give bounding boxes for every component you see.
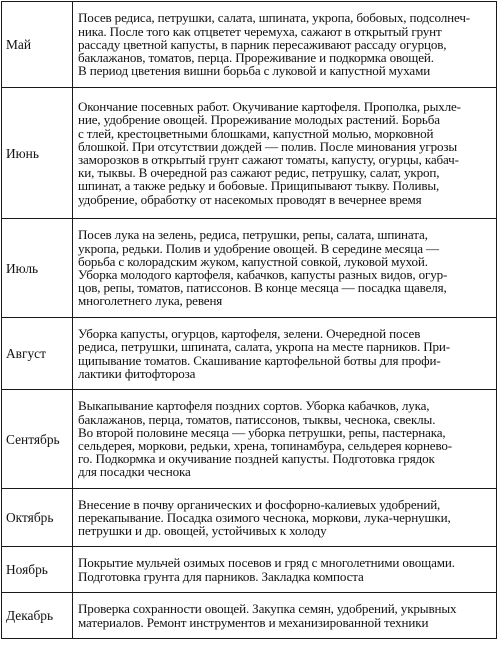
text-line: цов, репы, томатов, патиссонов. В конце месяца — посадка щавеля, bbox=[78, 280, 447, 296]
table-row bbox=[2, 390, 497, 489]
text-line: Окончание посевных работ. Окучивание картофеля. Прополка, рыхле- bbox=[78, 99, 461, 115]
text-line: борьба с колорадским жуком, капустной совкой, луковой мухой. bbox=[78, 253, 428, 269]
text-line: Посев редиса, петрушки, салата, шпината, укропа, бобовых, подсолнеч- bbox=[78, 10, 470, 26]
text-line: редиса, петрушки, шпината, салата, укропа на месте парников. При- bbox=[78, 339, 450, 355]
garden-calendar-table bbox=[1, 1, 497, 639]
text-line: Выкапывание картофеля поздних сортов. Уборка кабачков, лука, bbox=[78, 398, 430, 414]
table-row bbox=[2, 219, 497, 318]
tasks-text bbox=[78, 100, 496, 206]
text-line: Уборка молодого картофеля, кабачков, капусты разных видов, огур- bbox=[78, 267, 448, 282]
tasks-cell bbox=[73, 2, 497, 88]
table-row bbox=[2, 593, 497, 639]
text-line: с тлей, крестоцветными блошками, капустной молью, морковной bbox=[78, 125, 434, 141]
month-cell: Июль bbox=[2, 219, 73, 318]
text-line: Покрытие мульчей озимых посевов и гряд с многолетними овощами. bbox=[78, 555, 455, 571]
text-line: Проверка сохранности овощей. Закупка семян, удобрений, укрывных bbox=[78, 601, 457, 617]
text-line: щипывание томатов. Скашивание картофельной ботвы для профи- bbox=[78, 352, 441, 368]
text-line: рассаду цветной капусты, в парник пересаживают рассаду огурцов, bbox=[78, 36, 447, 52]
text-line: шпинат, а также редьку и бобовые. Прищипывают тыкву. Поливы, bbox=[78, 178, 440, 194]
month-cell: Октябрь bbox=[2, 489, 73, 547]
text-line: Во второй половине месяца — уборка петрушки, репы, пастернака, bbox=[78, 424, 446, 440]
text-line: удобрение, обработку от насекомых проводят в вечернее время bbox=[78, 191, 422, 207]
text-line: ки, тыквы. В очередной раз сажают редис, петрушку, салат, укроп, bbox=[78, 165, 440, 181]
text-line: блошкой. При отсутствии дождей — полив. После минования угрозы bbox=[78, 138, 458, 154]
tasks-cell bbox=[73, 593, 497, 639]
table-row bbox=[2, 318, 497, 390]
text-line: сельдерея, моркови, редьки, хрена, топинамбура, сельдерея корнево- bbox=[78, 438, 453, 453]
tasks-text bbox=[78, 327, 496, 380]
tasks-text bbox=[78, 399, 496, 478]
text-line: баклажанов, томатов, перца. Прореживание и подкормка овощей. bbox=[78, 50, 434, 66]
tasks-cell bbox=[73, 88, 497, 219]
tasks-cell bbox=[73, 489, 497, 547]
text-line: лактики фитофтороза bbox=[78, 365, 196, 381]
tasks-text bbox=[78, 498, 496, 538]
tasks-text bbox=[78, 11, 496, 77]
text-line: ние, удобрение овощей. Прореживание молодых растений. Борьба bbox=[78, 112, 440, 128]
table-row bbox=[2, 88, 497, 219]
tasks-cell bbox=[73, 219, 497, 318]
text-line: петрушки и др. овощей, устойчивых к холоду bbox=[78, 523, 327, 539]
table-row bbox=[2, 547, 497, 593]
month-cell: Ноябрь bbox=[2, 547, 73, 593]
month-cell: Декабрь bbox=[2, 593, 73, 639]
month-cell: Июнь bbox=[2, 88, 73, 219]
month-cell: Сентябрь bbox=[2, 390, 73, 489]
text-line: Подготовка грунта для парников. Закладка компоста bbox=[78, 568, 364, 584]
month-cell: Август bbox=[2, 318, 73, 390]
text-line: баклажанов, перца, томатов, патиссонов, тыквы, чеснока, свеклы. bbox=[78, 411, 436, 427]
tasks-cell bbox=[73, 390, 497, 489]
text-line: го. Подкормка и окучивание поздней капусты. Подготовка грядок bbox=[78, 451, 435, 467]
month-cell: Май bbox=[2, 2, 73, 88]
tasks-text bbox=[78, 602, 496, 628]
text-line: В период цветения вишни борьба с луковой и капустной мухами bbox=[78, 63, 431, 79]
text-line: укропа, редьки. Полив и удобрение овощей. В середине месяца — bbox=[78, 240, 439, 256]
tasks-text bbox=[78, 228, 496, 307]
text-line: материалов. Ремонт инструментов и механизированной техники bbox=[78, 614, 429, 630]
text-line: заморозков в открытый грунт сажают томаты, капусту, огурцы, кабач- bbox=[78, 152, 459, 167]
text-line: перекапывание. Посадка озимого чеснока, моркови, лука-чернушки, bbox=[78, 509, 451, 525]
text-line: Посев лука на зелень, редиса, петрушки, репы, салата, шпината, bbox=[78, 227, 428, 243]
table-row bbox=[2, 2, 497, 88]
tasks-cell bbox=[73, 547, 497, 593]
table-row bbox=[2, 489, 497, 547]
text-line: для посадки чеснока bbox=[78, 464, 191, 480]
text-line: многолетнего лука, ревеня bbox=[78, 293, 223, 309]
text-line: Уборка капусты, огурцов, картофеля, зелени. Очередной посев bbox=[78, 326, 421, 342]
text-line: Внесение в почву органических и фосфорно-калиевых удобрений, bbox=[78, 496, 441, 512]
tasks-text bbox=[78, 556, 496, 582]
text-line: ника. После того как отцветет черемуха, сажают в открытый грунт bbox=[78, 23, 442, 39]
tasks-cell bbox=[73, 318, 497, 390]
